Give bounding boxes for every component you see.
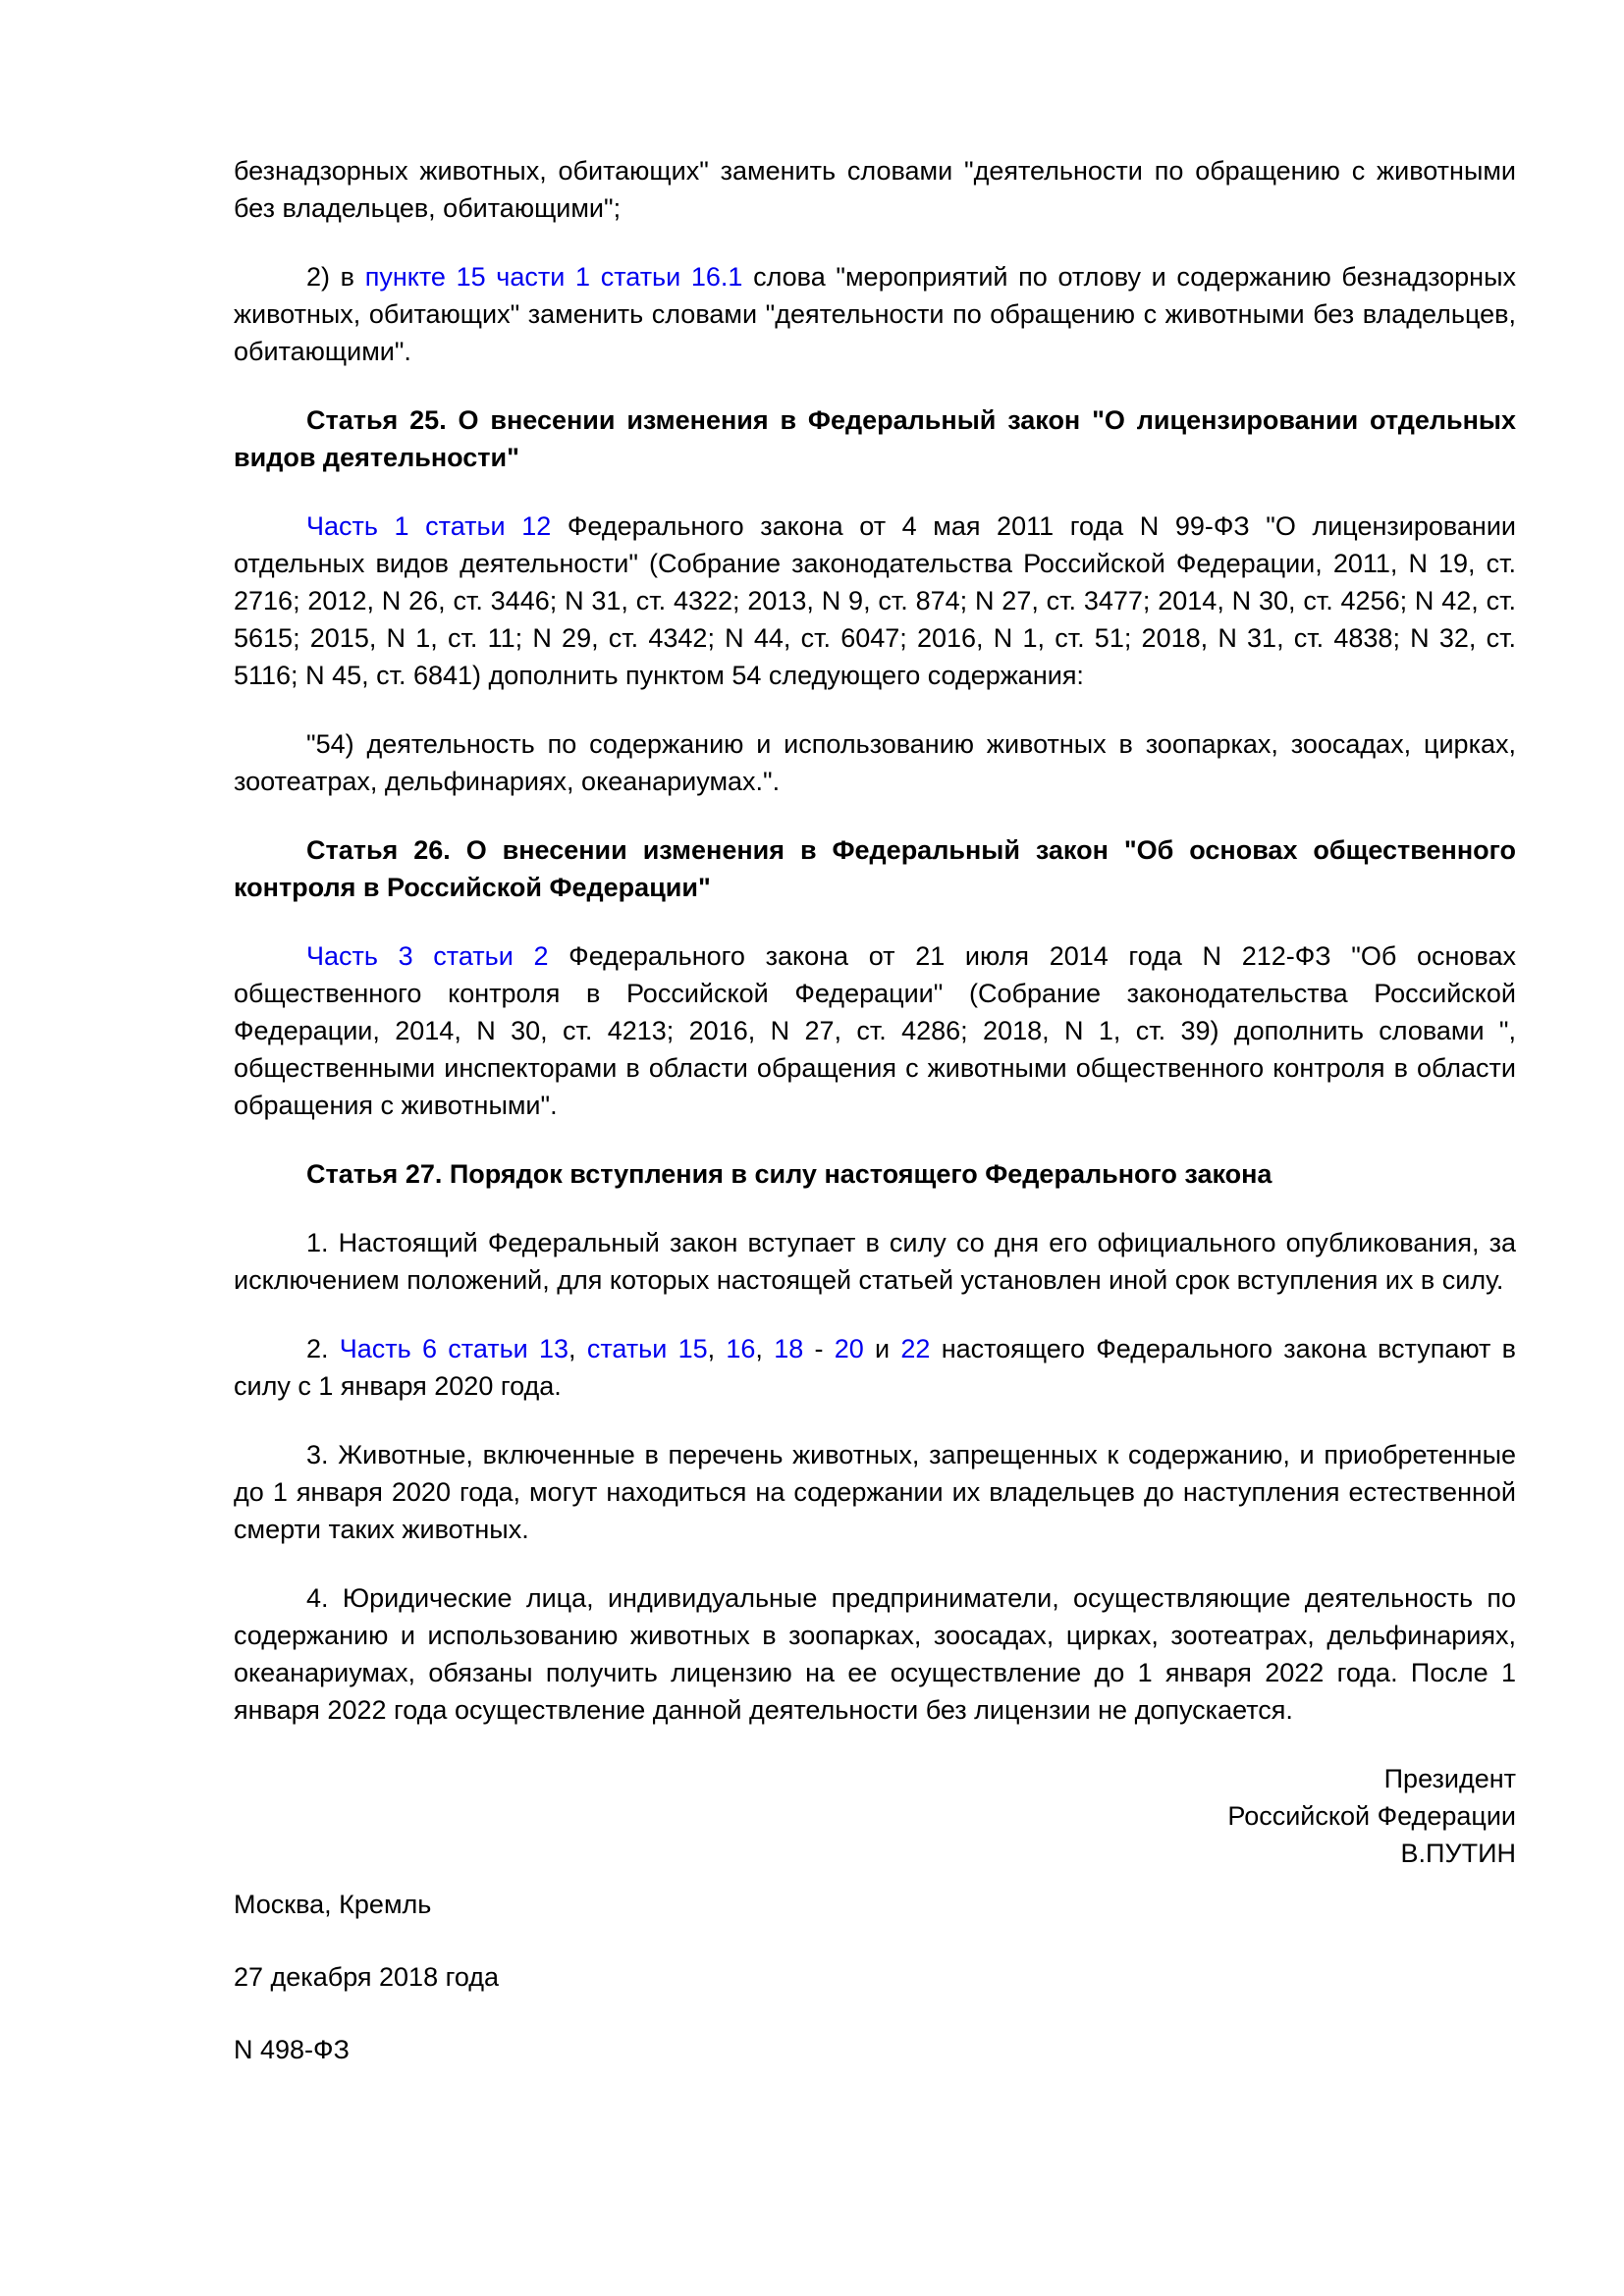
signature-name: В.ПУТИН: [1400, 1839, 1516, 1868]
article-25-title: Статья 25. О внесении изменения в Федеральный закон "О лицензировании отдельных видов деятельности": [234, 405, 1516, 472]
article-27-p2-text: настоящего Федерального закона вступают в силу с 1 января 2020 года.: [234, 1334, 1516, 1401]
link-20[interactable]: 20: [834, 1334, 864, 1363]
article-26-paragraph-1-text: Федерального закона от 21 июля 2014 года N 212-ФЗ "Об основах общественного контроля в Российской Федерации" (Собрание законодательства Российской Федерации, 2014, N 30, ст. 4213; 2016, N 27, ст. 4286; 2018, N 1, ст. 39) дополнить словами ", общественными инспекторами в области обращения с животными общественного контроля в области обращения с животными".: [234, 941, 1516, 1120]
article-27-paragraph-3: 3. Животные, включенные в перечень животных, запрещенных к содержанию, и приобретенные до 1 января 2020 года, могут находиться на содержании их владельцев до наступления естественной смерти таких животных.: [234, 1440, 1516, 1544]
separator: ,: [755, 1334, 775, 1363]
signature-block: [234, 1760, 1516, 1872]
signing-place: Москва, Кремль: [234, 1890, 432, 1919]
link-16[interactable]: 16: [726, 1334, 756, 1363]
link-stati-15[interactable]: статьи 15: [586, 1334, 708, 1363]
article-27-paragraph-2: [234, 1330, 1516, 1405]
article-27-paragraph-1: 1. Настоящий Федеральный закон вступает в силу со дня его официального опубликования, за исключением положений, для которых настоящей статьей установлен иной срок вступления их в силу.: [234, 1228, 1516, 1295]
article-27-title: Статья 27. Порядок вступления в силу настоящего Федерального закона: [306, 1159, 1272, 1189]
signature-country: Российской Федерации: [1227, 1801, 1516, 1831]
separator: ,: [568, 1334, 587, 1363]
link-chast-1-stati-12[interactable]: Часть 1 статьи 12: [306, 511, 552, 541]
paragraph-intro-text: безнадзорных животных, обитающих" заменить словами "деятельности по обращению с животными без владельцев, обитающими";: [234, 156, 1516, 223]
article-27-p2-prefix: 2.: [306, 1334, 340, 1363]
item-2-text: слова "мероприятий по отлову и содержанию безнадзорных животных, обитающих" заменить словами "деятельности по обращению с животными без владельцев, обитающими".: [234, 262, 1516, 366]
article-25-paragraph-1: [234, 507, 1516, 694]
article-25-paragraph-1-text: Федерального закона от 4 мая 2011 года N 99-ФЗ "О лицензировании отдельных видов деятельности" (Собрание законодательства Российской Федерации, 2011, N 19, ст. 2716; 2012, N 26, ст. 3446; N 31, ст. 4322; 2013, N 9, ст. 874; N 27, ст. 3477; 2014, N 30, ст. 4256; N 42, ст. 5615; 2015, N 1, ст. 11; N 29, ст. 4342; N 44, ст. 6047; 2016, N 1, ст. 51; 2018, N 31, ст. 4838; N 32, ст. 5116; N 45, ст. 6841) дополнить пунктом 54 следующего содержания:: [234, 511, 1517, 690]
separator: и: [863, 1334, 901, 1363]
article-26-paragraph-1: [234, 937, 1516, 1124]
law-number: N 498-ФЗ: [234, 2035, 350, 2064]
paragraph-intro: [234, 152, 1516, 227]
article-27-paragraph-4: 4. Юридические лица, индивидуальные предприниматели, осуществляющие деятельность по содержанию и использованию животных в зоопарках, зоосадах, цирках, зоотеатрах, дельфинариях, океанариумах, обязаны получить лицензию на ее осуществление до 1 января 2022 года. После 1 января 2022 года осуществление данной деятельности без лицензии не допускается.: [234, 1583, 1516, 1725]
document-page: [234, 152, 1516, 2104]
link-punkt-15[interactable]: пункте 15 части 1 статьи 16.1: [364, 262, 743, 292]
link-18[interactable]: 18: [774, 1334, 804, 1363]
article-26-title: Статья 26. О внесении изменения в Федеральный закон "Об основах общественного контроля в Российской Федерации": [234, 835, 1516, 902]
link-22[interactable]: 22: [900, 1334, 931, 1363]
separator: ,: [707, 1334, 727, 1363]
article-25-paragraph-2: "54) деятельность по содержанию и использованию животных в зоопарках, зоосадах, цирках, зоотеатрах, дельфинариях, океанариумах.".: [234, 729, 1516, 796]
separator: -: [803, 1334, 835, 1363]
link-chast-3-stati-2[interactable]: Часть 3 статьи 2: [306, 941, 549, 971]
paragraph-item-2: [234, 258, 1516, 370]
item-number: 2) в: [306, 262, 365, 292]
link-chast-6-stati-13[interactable]: Часть 6 статьи 13: [339, 1334, 569, 1363]
signing-date: 27 декабря 2018 года: [234, 1962, 500, 1992]
signature-title: Президент: [1383, 1764, 1516, 1793]
